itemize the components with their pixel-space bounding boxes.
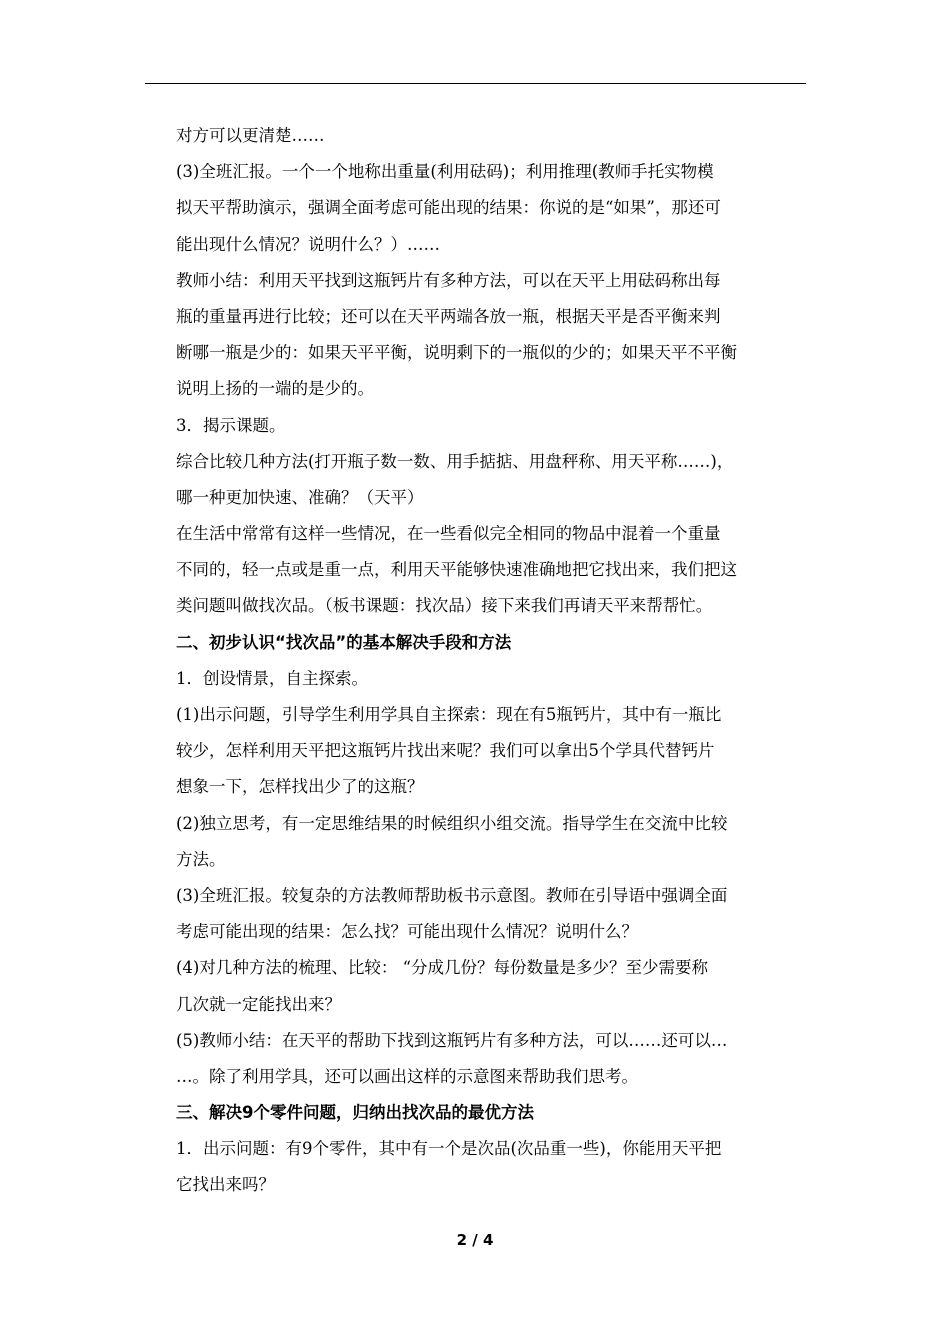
text-line: 能出现什么情况？说明什么？）…… <box>176 234 440 254</box>
text-line: 1．出示问题：有9个零件，其中有一个是次品(次品重一些)，你能用天平把 <box>176 1139 722 1159</box>
text-line: (2)独立思考，有一定思维结果的时候组织小组交流。指导学生在交流中比较 <box>176 813 728 833</box>
text-line: (5)教师小结：在天平的帮助下找到这瓶钙片有多种方法，可以……还可以… <box>176 1030 728 1050</box>
text-line: (3)全班汇报。一个一个地称出重量(利用砝码)；利用推理(教师手托实物模 <box>176 162 714 182</box>
text-line: 哪一种更加快速、准确？（天平） <box>176 487 424 507</box>
text-line: 综合比较几种方法(打开瓶子数一数、用手掂掂、用盘秤称、用天平称……)， <box>176 451 734 471</box>
page-number: 2 / 4 <box>456 1231 494 1249</box>
text-line: (3)全班汇报。较复杂的方法教师帮助板书示意图。教师在引导语中强调全面 <box>176 885 728 905</box>
header-rule <box>145 83 806 84</box>
text-line: 方法。 <box>176 849 226 869</box>
text-line: 教师小结：利用天平找到这瓶钙片有多种方法，可以在天平上用砝码称出每 <box>176 270 721 290</box>
text-line: 3．揭示课题。 <box>176 415 286 435</box>
text-line: (1)出示问题，引导学生利用学具自主探索：现在有5瓶钙片，其中有一瓶比 <box>176 705 722 724</box>
document-body <box>176 118 816 1204</box>
text-line: 几次就一定能找出来？ <box>176 994 341 1014</box>
text-line: 考虑可能出现的结果：怎么找？可能出现什么情况？说明什么？ <box>176 922 638 942</box>
text-line: 它找出来吗？ <box>176 1175 275 1195</box>
text-line: 说明上扬的一端的是少的。 <box>176 379 374 399</box>
section-heading: 二、初步认识“找次品”的基本解决手段和方法 <box>176 632 512 652</box>
text-line: 对方可以更清楚…… <box>176 126 325 145</box>
text-line: 在生活中常常有这样一些情况，在一些看似完全相同的物品中混着一个重量 <box>176 524 721 544</box>
text-line: 1．创设情景，自主探索。 <box>176 668 368 688</box>
text-line: 较少，怎样利用天平把这瓶钙片找出来呢？我们可以拿出5个学具代替钙片 <box>176 741 715 761</box>
text-line: 瓶的重量再进行比较；还可以在天平两端各放一瓶，根据天平是否平衡来判 <box>176 306 721 326</box>
text-line: 拟天平帮助演示，强调全面考虑可能出现的结果：你说的是“如果”，那还可 <box>176 198 721 218</box>
text-line: 类问题叫做找次品。（板书课题：找次品）接下来我们再请天平来帮帮忙。 <box>176 596 713 616</box>
text-line: 想象一下，怎样找出少了的这瓶？ <box>176 777 424 797</box>
text-line: …。除了利用学具，还可以画出这样的示意图来帮助我们思考。 <box>176 1066 638 1086</box>
text-line: 断哪一瓶是少的：如果天平平衡，说明剩下的一瓶似的少的；如果天平不平衡 <box>176 343 737 363</box>
text-line: 不同的，轻一点或是重一点，利用天平能够快速准确地把它找出来，我们把这 <box>176 560 737 580</box>
section-heading: 三、解决9个零件问题，归纳出找次品的最优方法 <box>176 1103 534 1123</box>
text-line: (4)对几种方法的梳理、比较： “分成几份？每份数量是多少？至少需要称 <box>176 958 709 978</box>
